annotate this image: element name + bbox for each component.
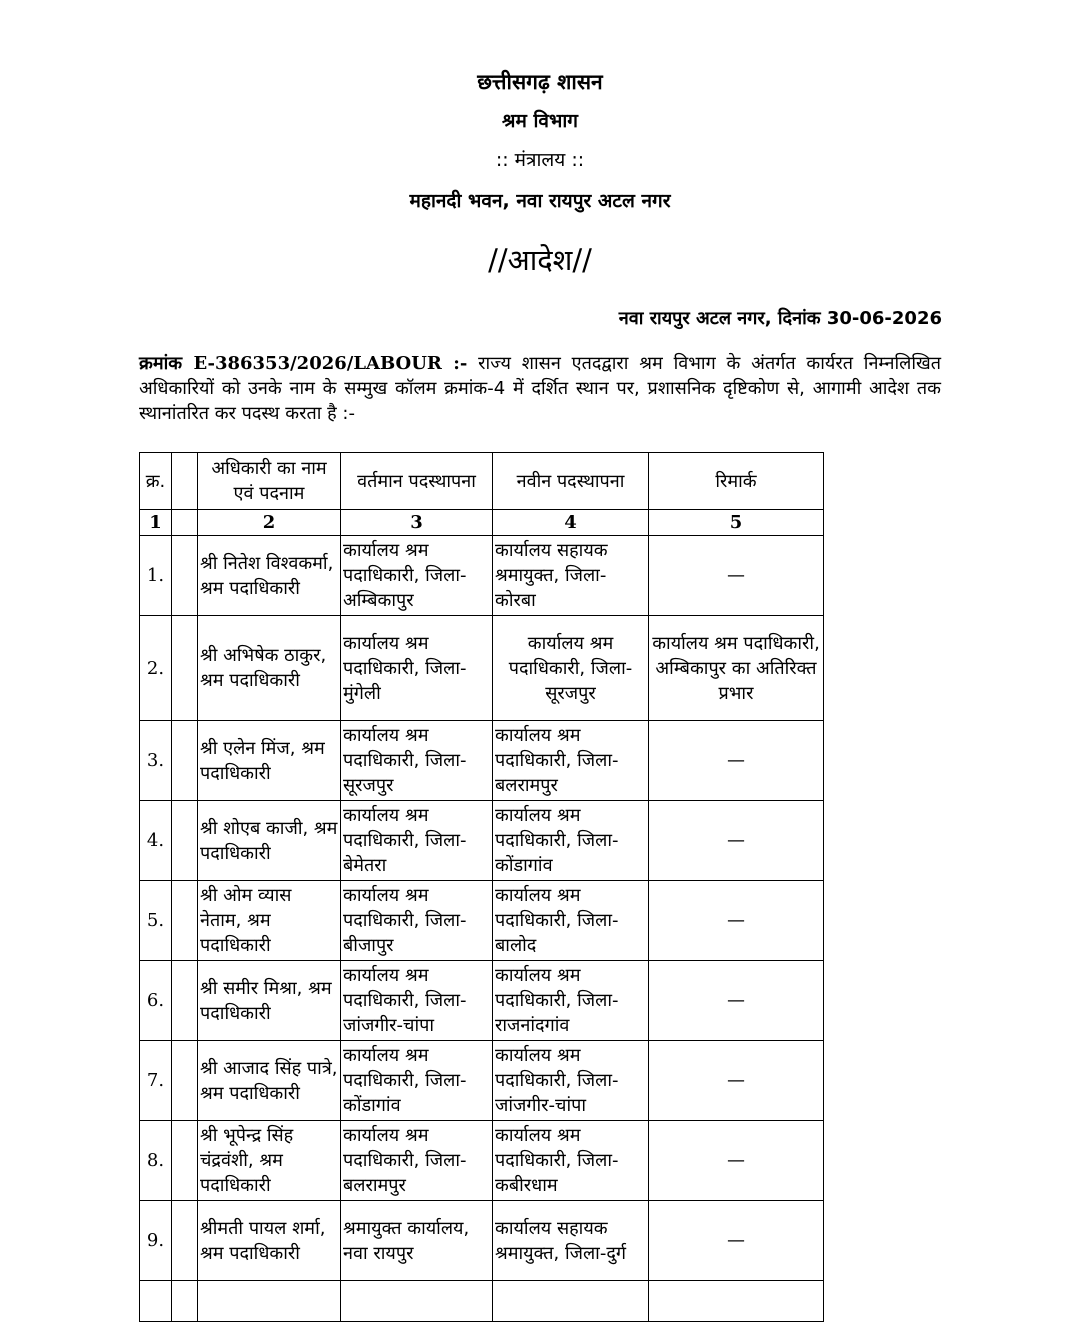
table-row bbox=[140, 801, 824, 881]
officer-name-cell: श्री आजाद सिंह पात्रे, श्रम पदाधिकारी bbox=[198, 1041, 341, 1121]
blank-cell bbox=[172, 1281, 198, 1322]
table-row bbox=[140, 961, 824, 1041]
col-number: 2 bbox=[198, 510, 341, 536]
order-reference: क्रमांक E-386353/2026/LABOUR :- bbox=[139, 353, 468, 374]
remark-cell: — bbox=[649, 801, 824, 881]
table-row bbox=[140, 536, 824, 616]
blank-cell bbox=[172, 961, 198, 1041]
officer-name-cell: श्री भूपेन्द्र सिंह चंद्रवंशी, श्रम पदाधिकारी bbox=[198, 1121, 341, 1201]
new-posting-cell: कार्यालय श्रम पदाधिकारी, जिला-राजनांदगांव bbox=[493, 961, 649, 1041]
dateline: नवा रायपुर अटल नगर, दिनांक 30-06-2026 bbox=[618, 308, 942, 329]
table-row bbox=[140, 1041, 824, 1121]
new-posting-cell: कार्यालय सहायक श्रमायुक्त, जिला-दुर्ग bbox=[493, 1201, 649, 1281]
remark-cell: — bbox=[649, 1041, 824, 1121]
table-row bbox=[140, 616, 824, 721]
current-posting-cell: कार्यालय श्रम पदाधिकारी, जिला-मुंगेली bbox=[341, 616, 493, 721]
serial-cell: 8. bbox=[140, 1121, 172, 1201]
transfer-table bbox=[139, 452, 824, 1322]
current-posting-cell: कार्यालय श्रम पदाधिकारी, जिला-बलरामपुर bbox=[341, 1121, 493, 1201]
table-row-cut-off bbox=[140, 1281, 824, 1322]
blank-cell bbox=[172, 536, 198, 616]
serial-cell: 7. bbox=[140, 1041, 172, 1121]
header-blank bbox=[172, 453, 198, 510]
remark-cell: — bbox=[649, 721, 824, 801]
header-current-posting: वर्तमान पदस्थापना bbox=[341, 453, 493, 510]
header-address: महानदी भवन, नवा रायपुर अटल नगर bbox=[409, 190, 671, 212]
current-posting-cell: कार्यालय श्रम पदाधिकारी, जिला-बीजापुर bbox=[341, 881, 493, 961]
remark-cell: — bbox=[649, 1121, 824, 1201]
blank-cell bbox=[649, 1281, 824, 1322]
col-number: 1 bbox=[140, 510, 172, 536]
new-posting-cell: कार्यालय श्रम पदाधिकारी, जिला-कोंडागांव bbox=[493, 801, 649, 881]
current-posting-cell: कार्यालय श्रम पदाधिकारी, जिला-कोंडागांव bbox=[341, 1041, 493, 1121]
new-posting-cell: कार्यालय श्रम पदाधिकारी, जिला-बलरामपुर bbox=[493, 721, 649, 801]
blank-cell bbox=[172, 1121, 198, 1201]
serial-cell: 6. bbox=[140, 961, 172, 1041]
blank-cell bbox=[341, 1281, 493, 1322]
column-number-row bbox=[140, 510, 824, 536]
header-department: श्रम विभाग bbox=[502, 110, 578, 132]
serial-cell: 4. bbox=[140, 801, 172, 881]
officer-name-cell: श्री नितेश विश्वकर्मा, श्रम पदाधिकारी bbox=[198, 536, 341, 616]
officer-name-cell: श्री अभिषेक ठाकुर, श्रम पदाधिकारी bbox=[198, 616, 341, 721]
header-serial: क्र. bbox=[140, 453, 172, 510]
remark-cell: कार्यालय श्रम पदाधिकारी, अम्बिकापुर का अतिरिक्त प्रभार bbox=[649, 616, 824, 721]
new-posting-cell: कार्यालय श्रम पदाधिकारी, जिला-कबीरधाम bbox=[493, 1121, 649, 1201]
col-number bbox=[172, 510, 198, 536]
serial-cell: 3. bbox=[140, 721, 172, 801]
blank-cell bbox=[172, 721, 198, 801]
remark-cell: — bbox=[649, 1201, 824, 1281]
blank-cell bbox=[140, 1281, 172, 1322]
serial-cell: 2. bbox=[140, 616, 172, 721]
current-posting-cell: कार्यालय श्रम पदाधिकारी, जिला-जांजगीर-चांपा bbox=[341, 961, 493, 1041]
remark-cell: — bbox=[649, 536, 824, 616]
officer-name-cell: श्री समीर मिश्रा, श्रम पदाधिकारी bbox=[198, 961, 341, 1041]
blank-cell bbox=[493, 1281, 649, 1322]
table-row bbox=[140, 721, 824, 801]
current-posting-cell: कार्यालय श्रम पदाधिकारी, जिला-बेमेतरा bbox=[341, 801, 493, 881]
serial-cell: 9. bbox=[140, 1201, 172, 1281]
officer-name-cell: श्री शोएब काजी, श्रम पदाधिकारी bbox=[198, 801, 341, 881]
serial-cell: 5. bbox=[140, 881, 172, 961]
current-posting-cell: कार्यालय श्रम पदाधिकारी, जिला-सूरजपुर bbox=[341, 721, 493, 801]
col-number: 4 bbox=[493, 510, 649, 536]
table-row bbox=[140, 881, 824, 961]
officer-name-cell: श्री एलेन मिंज, श्रम पदाधिकारी bbox=[198, 721, 341, 801]
officer-name-cell: श्रीमती पायल शर्मा, श्रम पदाधिकारी bbox=[198, 1201, 341, 1281]
new-posting-cell: कार्यालय सहायक श्रमायुक्त, जिला-कोरबा bbox=[493, 536, 649, 616]
new-posting-cell: कार्यालय श्रम पदाधिकारी, जिला-बालोद bbox=[493, 881, 649, 961]
header-new-posting: नवीन पदस्थापना bbox=[493, 453, 649, 510]
intro-text: राज्य शासन एतदद्वारा श्रम विभाग के अंतर्गत कार्यरत निम्नलिखित अधिकारियों को उनके नाम के सम्मुख कॉलम क्रमांक-4 में दर्शित स्थान पर, प्रशासनिक दृष्टिकोण से, आगामी आदेश तक स्थानांतरित कर पदस्थ करता है :- bbox=[139, 353, 942, 424]
col-number: 5 bbox=[649, 510, 824, 536]
table-row bbox=[140, 1121, 824, 1201]
remark-cell: — bbox=[649, 961, 824, 1041]
header-ministry: :: मंत्रालय :: bbox=[495, 149, 585, 171]
remark-cell: — bbox=[649, 881, 824, 961]
intro-paragraph bbox=[139, 351, 941, 426]
blank-cell bbox=[172, 616, 198, 721]
table-header-row bbox=[140, 453, 824, 510]
new-posting-cell: कार्यालय श्रम पदाधिकारी, जिला-सूरजपुर bbox=[493, 616, 649, 721]
blank-cell bbox=[172, 801, 198, 881]
serial-cell: 1. bbox=[140, 536, 172, 616]
blank-cell bbox=[172, 881, 198, 961]
blank-cell bbox=[198, 1281, 341, 1322]
header-government: छत्तीसगढ़ शासन bbox=[477, 70, 603, 94]
header-officer-name: अधिकारी का नाम एवं पदनाम bbox=[198, 453, 341, 510]
header-remark: रिमार्क bbox=[649, 453, 824, 510]
new-posting-cell: कार्यालय श्रम पदाधिकारी, जिला-जांजगीर-चांपा bbox=[493, 1041, 649, 1121]
table-row bbox=[140, 1201, 824, 1281]
order-title: //आदेश// bbox=[488, 243, 592, 277]
officer-name-cell: श्री ओम व्यास नेताम, श्रम पदाधिकारी bbox=[198, 881, 341, 961]
col-number: 3 bbox=[341, 510, 493, 536]
blank-cell bbox=[172, 1201, 198, 1281]
current-posting-cell: कार्यालय श्रम पदाधिकारी, जिला-अम्बिकापुर bbox=[341, 536, 493, 616]
blank-cell bbox=[172, 1041, 198, 1121]
current-posting-cell: श्रमायुक्त कार्यालय, नवा रायपुर bbox=[341, 1201, 493, 1281]
